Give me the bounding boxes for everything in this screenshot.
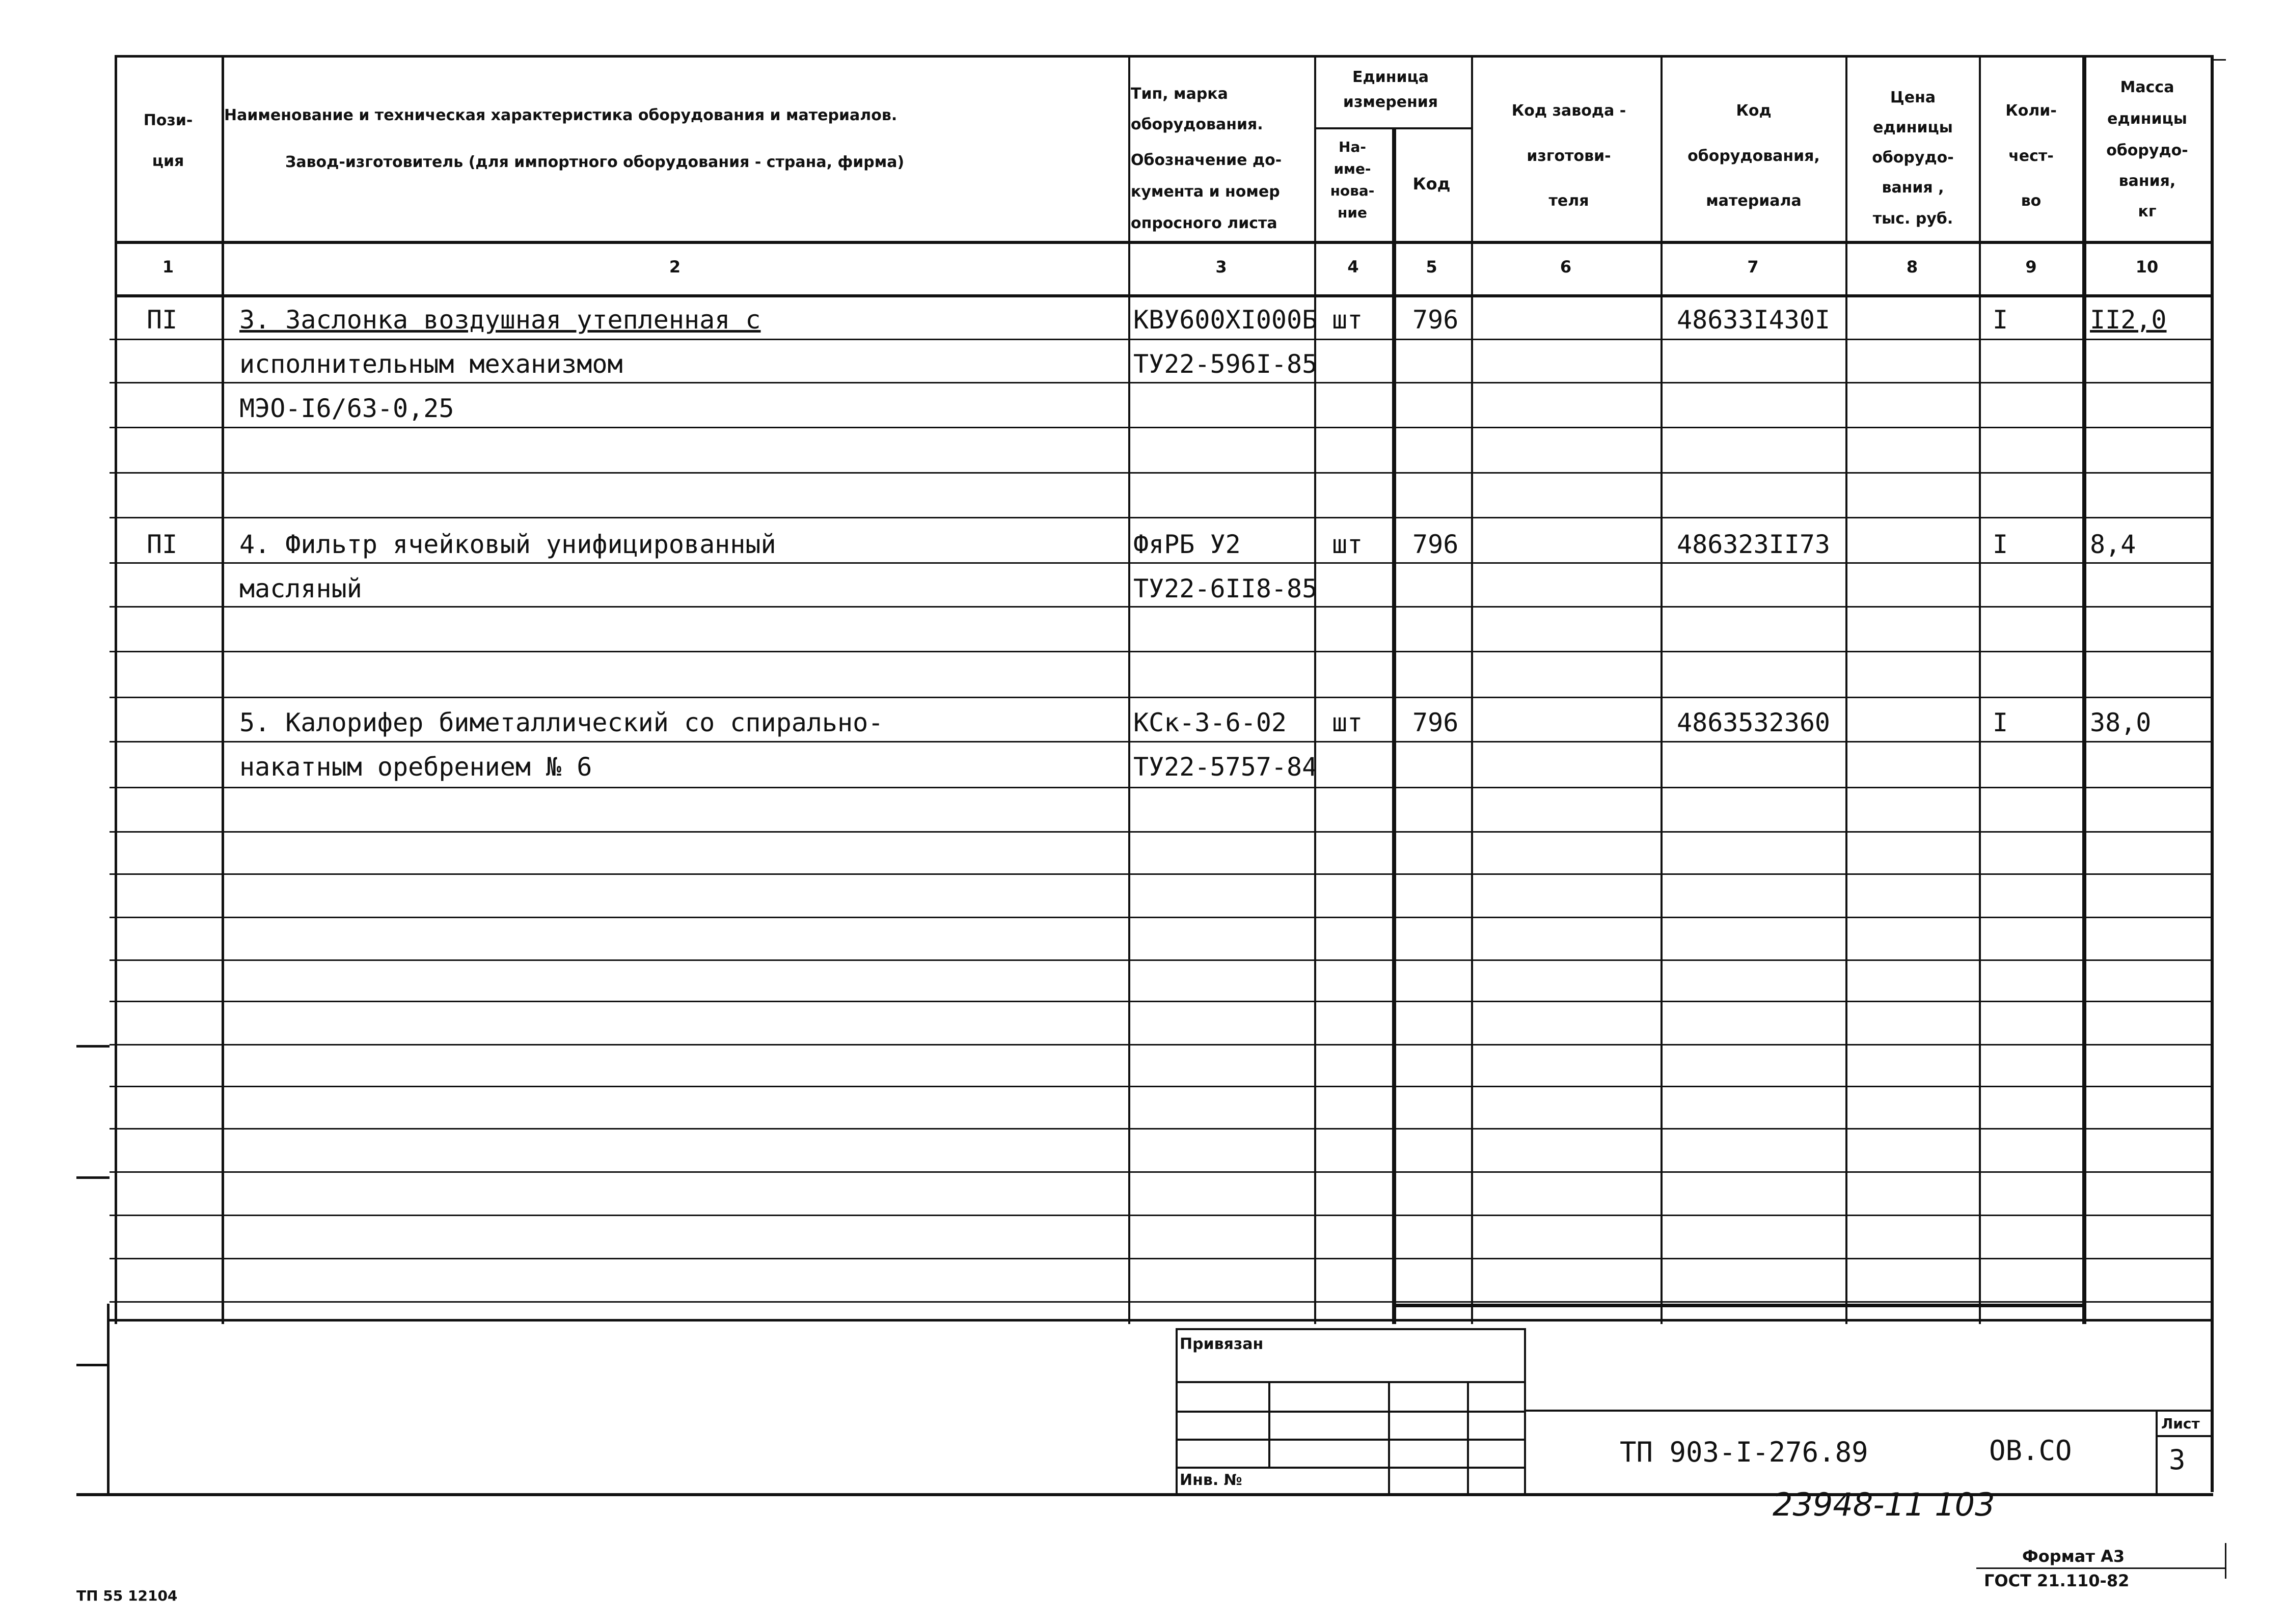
stamp-inv-label: Инв. №	[1180, 1471, 1242, 1489]
grid-vline	[1392, 127, 1396, 1324]
grid-vline	[1467, 1381, 1469, 1495]
grid-vline	[1268, 1381, 1270, 1467]
header-name-line1: Наименование и техническая характеристика оборудования и материалов.	[224, 106, 897, 124]
header-quantity-line2: чест-	[2008, 147, 2054, 165]
colnum-5: 5	[1426, 257, 1437, 277]
grid-hline	[110, 1001, 2213, 1002]
cell-equipment-code: 486323II73	[1677, 530, 1831, 559]
cell-name: 5. Калорифер биметаллический со спирально-	[239, 708, 884, 737]
grid-hline	[110, 1301, 2213, 1303]
stamp-privyazan-label: Привязан	[1180, 1335, 1264, 1353]
grid-vline	[1314, 55, 1316, 1324]
cell-name: МЭО-I6/63-0,25	[239, 394, 454, 423]
cell-type-document: ТУ22-596I-85	[1133, 349, 1318, 379]
grid-hline	[1176, 1411, 1524, 1413]
cell-unit-code: 796	[1412, 305, 1459, 335]
cell-unit-name: шт	[1332, 305, 1363, 335]
grid-hline	[110, 959, 2213, 961]
stamp-sheet-label: Лист	[2161, 1415, 2200, 1432]
grid-vline	[107, 1304, 110, 1495]
header-type-line1: Тип, марка	[1131, 85, 1228, 103]
grid-vline	[1128, 55, 1130, 1324]
cell-unit-code: 796	[1412, 530, 1459, 559]
colnum-1: 1	[162, 257, 174, 277]
grid-hline	[1176, 1467, 1524, 1469]
grid-hline	[115, 294, 2213, 297]
cell-type-document: КСк-3-6-02	[1133, 708, 1287, 737]
header-unit-group-line2: измерения	[1343, 93, 1438, 111]
cell-mass: 38,0	[2090, 708, 2152, 737]
grid-hline	[115, 55, 2213, 58]
header-price-line5: тыс. руб.	[1872, 210, 1953, 228]
tp-number-label: ТП 55 12104	[76, 1587, 178, 1604]
grid-vline	[1979, 55, 1981, 1324]
grid-vline	[1176, 1328, 1178, 1495]
grid-hline	[1176, 1439, 1524, 1441]
header-type-line3: Обозначение до-	[1131, 151, 1282, 169]
header-equipment-code-line1: Код	[1736, 102, 1772, 120]
grid-hline	[1976, 1567, 2226, 1569]
grid-vline	[1471, 55, 1473, 1324]
grid-vline	[1388, 1381, 1390, 1495]
header-factory-code-line2: изготови-	[1527, 147, 1611, 165]
grid-vline	[2225, 1543, 2226, 1579]
grid-vline	[222, 55, 224, 1324]
cell-type-document: ТУ22-6II8-85	[1133, 574, 1318, 603]
colnum-7: 7	[1747, 257, 1759, 277]
header-mass-line1: Масса	[2120, 78, 2174, 96]
grid-hline	[115, 241, 2213, 244]
cell-position: ПI	[147, 530, 178, 559]
header-unit-group-line1: Единица	[1352, 68, 1429, 86]
cell-type-document: ТУ22-5757-84	[1133, 752, 1318, 782]
header-type-line5: опросного листа	[1131, 214, 1277, 232]
grid-hline	[110, 741, 2213, 742]
grid-hline	[110, 1258, 2213, 1259]
grid-hline	[110, 517, 2213, 518]
grid-hline	[110, 427, 2213, 428]
header-equipment-code-line3: материала	[1706, 192, 1802, 210]
grid-hline	[110, 1215, 2213, 1216]
grid-hline	[2213, 59, 2226, 61]
header-price-line3: оборудо-	[1872, 149, 1954, 167]
grid-vline	[1661, 55, 1663, 1324]
colnum-6: 6	[1560, 257, 1572, 277]
cell-type-document: ФяРБ У2	[1133, 530, 1241, 559]
header-factory-code-line3: теля	[1548, 192, 1589, 210]
header-mass-line2: единицы	[2107, 110, 2187, 128]
cell-name: масляный	[239, 574, 362, 603]
grid-hline	[110, 606, 2213, 608]
cell-name: накатным оребрением № 6	[239, 752, 592, 782]
colnum-9: 9	[2025, 257, 2037, 277]
grid-hline	[76, 1045, 110, 1048]
grid-hline	[110, 1086, 2213, 1087]
cell-name: 4. Фильтр ячейковый унифицированный	[239, 530, 776, 559]
format-label: Формат А3	[2022, 1547, 2125, 1566]
cell-mass: II2,0	[2090, 305, 2167, 335]
grid-hline	[76, 1364, 110, 1366]
grid-hline	[76, 1176, 110, 1179]
grid-hline	[110, 339, 2213, 340]
grid-hline	[110, 651, 2213, 652]
cell-unit-name: шт	[1332, 708, 1363, 737]
grid-hline	[110, 697, 2213, 698]
handwritten-number: 23948-11 103	[1773, 1486, 1995, 1523]
header-price-line1: Цена	[1890, 89, 1936, 106]
cell-quantity: I	[1993, 305, 2008, 335]
gost-label: ГОСТ 21.110-82	[1984, 1571, 2130, 1590]
header-name-line2: Завод-изготовитель (для импортного оборудования - страна, фирма)	[285, 153, 905, 171]
grid-hline	[107, 1319, 2213, 1322]
header-quantity-line1: Коли-	[2005, 102, 2057, 120]
grid-hline	[1176, 1381, 1524, 1383]
grid-hline	[110, 1044, 2213, 1045]
cell-mass: 8,4	[2090, 530, 2136, 559]
colnum-10: 10	[2135, 257, 2159, 277]
grid-hline	[110, 917, 2213, 918]
header-price-line4: вания ,	[1882, 179, 1944, 197]
header-mass-line4: вания,	[2118, 172, 2176, 190]
cell-quantity: I	[1993, 708, 2008, 737]
colnum-3: 3	[1215, 257, 1227, 277]
stamp-doc-code: ТП 903-I-276.89	[1620, 1436, 1868, 1468]
colnum-8: 8	[1906, 257, 1918, 277]
colnum-4: 4	[1347, 257, 1359, 277]
cell-unit-name: шт	[1332, 530, 1363, 559]
grid-hline	[110, 873, 2213, 875]
header-equipment-code-line2: оборудования,	[1688, 147, 1820, 165]
grid-vline	[2082, 55, 2086, 1324]
header-price-line2: единицы	[1873, 119, 1953, 136]
header-type-line4: кумента и номер	[1131, 183, 1280, 201]
grid-vline	[2156, 1410, 2158, 1495]
stamp-doc-suffix: ОВ.СО	[1989, 1435, 2072, 1467]
header-unit-code: Код	[1412, 174, 1451, 194]
grid-vline	[2211, 55, 2214, 1492]
grid-hline	[1524, 1410, 2213, 1412]
cell-name: 3. Заслонка воздушная утепленная с	[239, 305, 761, 335]
colnum-2: 2	[669, 257, 681, 277]
header-position-line2: ция	[152, 152, 184, 170]
grid-hline	[1176, 1328, 1524, 1330]
header-type-line2: оборудования.	[1131, 116, 1263, 133]
grid-hline	[2156, 1435, 2213, 1437]
cell-name: исполнительным механизмом	[239, 349, 623, 379]
header-factory-code-line1: Код завода -	[1511, 102, 1626, 120]
grid-hline	[110, 382, 2213, 383]
grid-hline	[110, 1171, 2213, 1173]
cell-equipment-code: 48633I430I	[1677, 305, 1831, 335]
grid-vline	[115, 55, 117, 1324]
grid-hline	[110, 1128, 2213, 1130]
grid-hline	[110, 787, 2213, 788]
cell-type-document: КВУ600ХI000Б	[1133, 305, 1318, 335]
header-unit-name-line3: нова-	[1330, 182, 1375, 199]
cell-position: ПI	[147, 305, 178, 335]
header-unit-name-line4: ние	[1338, 204, 1367, 221]
header-quantity-line3: во	[2021, 192, 2042, 210]
header-mass-line3: оборудо-	[2106, 142, 2188, 159]
cell-quantity: I	[1993, 530, 2008, 559]
header-unit-name-line2: име-	[1334, 160, 1371, 177]
grid-hline	[110, 562, 2213, 564]
header-unit-name-line1: На-	[1339, 139, 1366, 155]
grid-hline	[110, 472, 2213, 474]
header-mass-line5: кг	[2138, 203, 2157, 221]
grid-hline	[110, 831, 2213, 833]
grid-vline	[1845, 55, 1847, 1324]
stamp-sheet-number: 3	[2169, 1444, 2186, 1476]
cell-equipment-code: 4863532360	[1677, 708, 1831, 737]
header-position-line1: Пози-	[143, 112, 193, 129]
cell-unit-code: 796	[1412, 708, 1459, 737]
